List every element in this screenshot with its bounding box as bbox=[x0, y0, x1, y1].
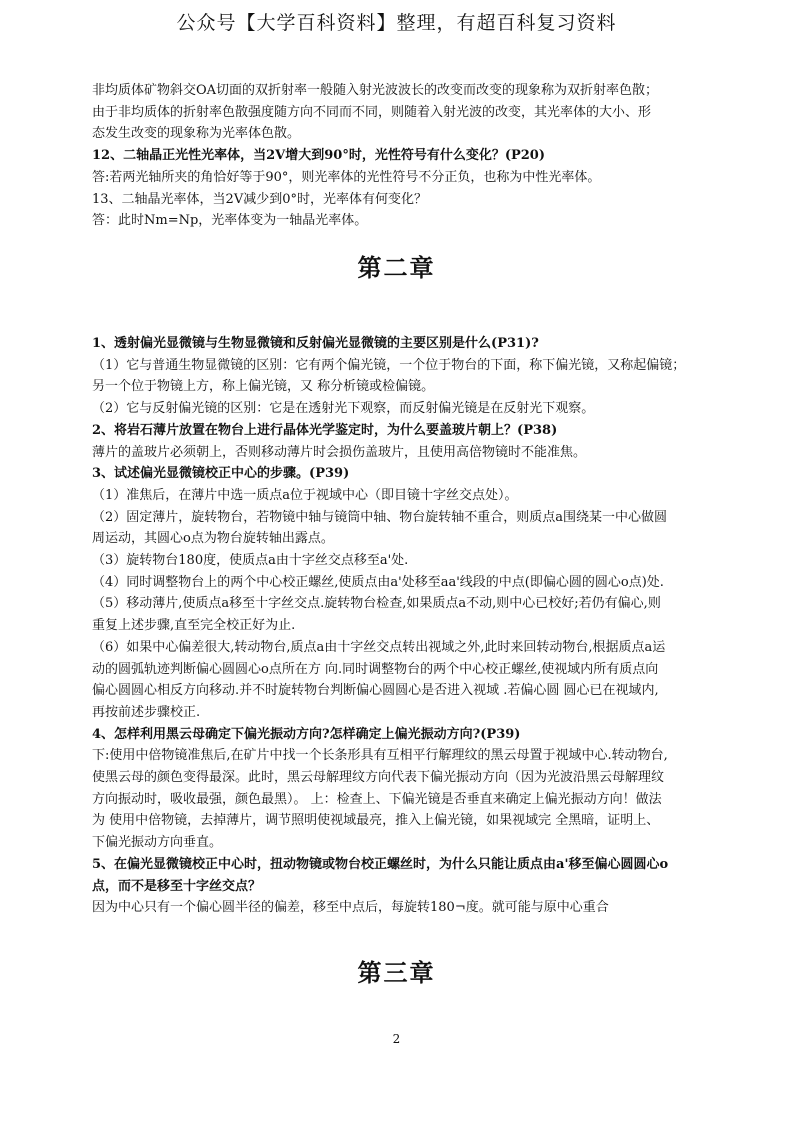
text-line: 因为中心只有一个偏心圆半径的偏差，移至中点后，每旋转180¬度。就可能与原中心重合 bbox=[92, 900, 609, 916]
text-line: （1）准焦后，在薄片中选一质点a位于视域中心（即目镜十字丝交点处）。 bbox=[92, 487, 518, 503]
text-line: 答:若两光轴所夹的角恰好等于90°，则光率体的光性符号不分正负，也称为中性光率体。 bbox=[92, 169, 601, 185]
question-line: 3、试述偏光显微镜校正中心的步骤。(P39) bbox=[92, 466, 350, 482]
page-header: 公众号【大学百科资料】整理，有超百科复习资料 bbox=[176, 12, 617, 34]
text-line: 下偏光振动方向垂直。 bbox=[92, 835, 223, 851]
text-line: 另一个位于物镜上方，称上偏光镜，又 称分析镜或检偏镜。 bbox=[92, 379, 435, 395]
text-line: （6）如果中心偏差很大,转动物台,质点a由十字丝交点转出视域之外,此时来回转动物台,根据质点a运 bbox=[92, 639, 666, 655]
text-line: 再按前述步骤校正. bbox=[92, 704, 201, 720]
text-line: 周运动，其圆心o点为物台旋转轴出露点。 bbox=[92, 531, 334, 547]
text-line: 非均质体矿物斜交OA切面的双折射率一般随入射光波波长的改变而改变的现象称为双折射率色散； bbox=[92, 83, 659, 98]
question-line: 5、在偏光显微镜校正中心时，扭动物镜或物台校正螺丝时，为什么只能让质点由a'移至偏心圆圆心o bbox=[92, 856, 669, 872]
text-line: 为 使用中倍物镜，去掉薄片，调节照明使视域最亮，推入上偏光镜，如果视域完 全黑暗，证明上、 bbox=[92, 813, 660, 829]
text-line: 使黑云母的颜色变得最深。此时，黑云母解理纹方向代表下偏光振动方向（因为光波沿黑云母解理纹 bbox=[92, 770, 665, 786]
text-line: 由于非均质体的折射率色散强度随方向不同而不同，则随着入射光波的改变，其光率体的大小、形 bbox=[92, 104, 652, 120]
text-line: 答：此时Nm=Np，光率体变为一轴晶光率体。 bbox=[92, 213, 368, 229]
text-block-chapter2 bbox=[92, 333, 714, 919]
text-line: 动的圆弧轨迹判断偏心圆圆心o点所在方 向.同时调整物台的两个中心校正螺丝,使视域内所有质点向 bbox=[92, 661, 659, 677]
text-line: （3）旋转物台180度，使质点a由十字丝交点移至a'处. bbox=[92, 553, 409, 569]
text-line: 13、二轴晶光率体，当2V减少到0°时，光率体有何变化？ bbox=[92, 191, 427, 207]
text-line: （1）它与普通生物显微镜的区别：它有两个偏光镜，一个位于物台的下面，称下偏光镜，又称起偏镜； bbox=[92, 357, 686, 373]
question-line: 1、透射偏光显微镜与生物显微镜和反射偏光显微镜的主要区别是什么(P31)? bbox=[92, 336, 539, 351]
text-line: （2）固定薄片，旋转物台，若物镜中轴与镜筒中轴、物台旋转轴不重合，则质点a围绕某一中心做圆 bbox=[92, 509, 668, 525]
text-line: （5）移动薄片,使质点a移至十字丝交点.旋转物台检查,如果质点a不动,则中心已校好;若仍有偏心,则 bbox=[92, 596, 661, 612]
question-line: 12、二轴晶正光性光率体，当2V增大到90°时，光性符号有什么变化？(P20) bbox=[92, 148, 545, 164]
text-line: 方向振动时，吸收最强，颜色最黑）。 上：检查上、下偏光镜是否垂直来确定上偏光振动方向！做法 bbox=[92, 791, 662, 807]
question-line: 2、将岩石薄片放置在物台上进行晶体光学鉴定时，为什么要盖玻片朝上？(P38) bbox=[92, 422, 558, 438]
question-line: 4、怎样利用黑云母确定下偏光振动方向?怎样确定上偏光振动方向?(P39) bbox=[92, 726, 521, 742]
question-line: 点，而不是移至十字丝交点？ bbox=[92, 878, 262, 894]
text-line: 重复上述步骤,直至完全校正好为止. bbox=[92, 618, 296, 634]
text-line: 偏心圆圆心相反方向移动.并不时旋转物台判断偏心圆圆心是否进入视域 .若偏心圆 圆心已在视域内, bbox=[92, 683, 659, 699]
chapter-3-title: 第三章 bbox=[357, 958, 436, 987]
text-line: （2）它与反射偏光镜的区别：它是在透射光下观察，而反射偏光镜是在反射光下观察。 bbox=[92, 401, 595, 417]
text-line: 态发生改变的现象称为光率体色散。 bbox=[92, 126, 301, 142]
text-line: 薄片的盖玻片必须朝上，否则移动薄片时会损伤盖玻片，且使用高倍物镜时不能准焦。 bbox=[92, 444, 587, 460]
text-line: （4）同时调整物台上的两个中心校正螺丝,使质点由a'处移至aa'线段的中点(即偏心圆的圆心o点)处. bbox=[92, 574, 664, 590]
text-block-chapter1-end bbox=[92, 80, 714, 232]
text-line: 下:使用中倍物镜准焦后,在矿片中找一个长条形具有互相平行解理纹的黑云母置于视域中心.转动物台, bbox=[92, 748, 668, 764]
page-number: 2 bbox=[392, 1032, 401, 1046]
chapter-2-title: 第二章 bbox=[357, 253, 436, 282]
